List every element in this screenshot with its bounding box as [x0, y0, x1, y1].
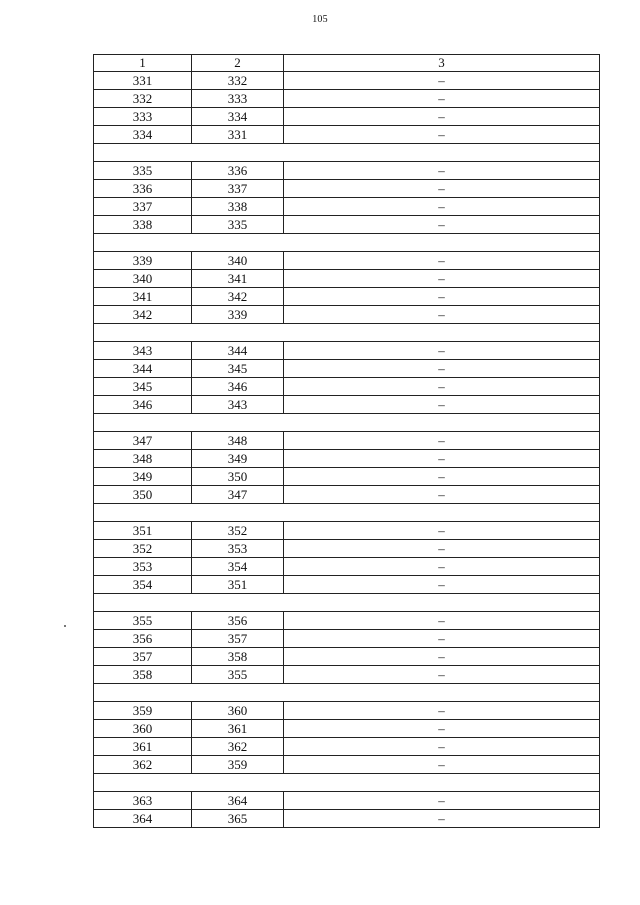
table-cell-col-3: – [284, 576, 600, 594]
table-row [94, 792, 600, 810]
table-cell-col-2: 360 [192, 702, 284, 720]
table-row [94, 126, 600, 144]
table-cell-col-3: – [284, 432, 600, 450]
table-cell-col-1: 333 [94, 108, 192, 126]
table-cell-col-3: – [284, 72, 600, 90]
table-cell-col-3: – [284, 720, 600, 738]
table-cell-col-1: 358 [94, 666, 192, 684]
scan-speck [64, 625, 66, 627]
table-cell-col-2: 359 [192, 756, 284, 774]
table-row [94, 342, 600, 360]
table-cell-col-2: 358 [192, 648, 284, 666]
table-row [94, 630, 600, 648]
group-separator-cell [94, 324, 600, 342]
table-row [94, 198, 600, 216]
table-row [94, 288, 600, 306]
table-header-row [94, 55, 600, 72]
table-cell-col-2: 343 [192, 396, 284, 414]
table-cell-col-2: 357 [192, 630, 284, 648]
table-cell-col-1: 336 [94, 180, 192, 198]
table-cell-col-2: 342 [192, 288, 284, 306]
table-cell-col-2: 353 [192, 540, 284, 558]
table-cell-col-1: 362 [94, 756, 192, 774]
column-header-1: 1 [94, 55, 192, 72]
table-row [94, 738, 600, 756]
table-cell-col-2: 364 [192, 792, 284, 810]
table-row [94, 666, 600, 684]
table-row [94, 270, 600, 288]
table-row [94, 468, 600, 486]
table-row [94, 72, 600, 90]
table-cell-col-3: – [284, 810, 600, 828]
table-cell-col-1: 334 [94, 126, 192, 144]
table-cell-col-2: 340 [192, 252, 284, 270]
table-cell-col-2: 365 [192, 810, 284, 828]
table-cell-col-2: 335 [192, 216, 284, 234]
table-cell-col-2: 333 [192, 90, 284, 108]
table-row [94, 810, 600, 828]
table-row [94, 360, 600, 378]
table-row [94, 612, 600, 630]
column-header-3: 3 [284, 55, 600, 72]
table-cell-col-3: – [284, 126, 600, 144]
table-cell-col-1: 355 [94, 612, 192, 630]
table-cell-col-2: 351 [192, 576, 284, 594]
group-separator-row [94, 774, 600, 792]
table-cell-col-3: – [284, 360, 600, 378]
table-cell-col-3: – [284, 252, 600, 270]
table-row [94, 576, 600, 594]
table-cell-col-2: 350 [192, 468, 284, 486]
group-separator-row [94, 594, 600, 612]
group-separator-cell [94, 684, 600, 702]
table-cell-col-2: 338 [192, 198, 284, 216]
data-table-container [93, 54, 599, 828]
table-cell-col-1: 346 [94, 396, 192, 414]
table-row [94, 252, 600, 270]
table-row [94, 108, 600, 126]
table-cell-col-2: 361 [192, 720, 284, 738]
table-cell-col-3: – [284, 612, 600, 630]
table-cell-col-1: 340 [94, 270, 192, 288]
table-cell-col-2: 349 [192, 450, 284, 468]
table-cell-col-3: – [284, 378, 600, 396]
group-separator-row [94, 144, 600, 162]
table-row [94, 702, 600, 720]
table-cell-col-1: 364 [94, 810, 192, 828]
page-number: 105 [312, 14, 328, 25]
group-separator-cell [94, 414, 600, 432]
table-cell-col-2: 334 [192, 108, 284, 126]
table-cell-col-2: 347 [192, 486, 284, 504]
group-separator-row [94, 324, 600, 342]
table-cell-col-1: 359 [94, 702, 192, 720]
table-row [94, 378, 600, 396]
table-cell-col-2: 352 [192, 522, 284, 540]
table-body [94, 55, 600, 828]
group-separator-cell [94, 234, 600, 252]
table-cell-col-1: 335 [94, 162, 192, 180]
table-row [94, 720, 600, 738]
table-row [94, 306, 600, 324]
table-cell-col-3: – [284, 702, 600, 720]
table-row [94, 432, 600, 450]
table-cell-col-2: 346 [192, 378, 284, 396]
table-row [94, 90, 600, 108]
table-cell-col-3: – [284, 522, 600, 540]
table-cell-col-1: 345 [94, 378, 192, 396]
table-cell-col-3: – [284, 288, 600, 306]
table-cell-col-2: 354 [192, 558, 284, 576]
table-cell-col-3: – [284, 108, 600, 126]
table-cell-col-3: – [284, 486, 600, 504]
table-row [94, 162, 600, 180]
table-cell-col-1: 363 [94, 792, 192, 810]
table-cell-col-1: 331 [94, 72, 192, 90]
table-cell-col-2: 337 [192, 180, 284, 198]
group-separator-cell [94, 504, 600, 522]
table-row [94, 486, 600, 504]
table-cell-col-3: – [284, 90, 600, 108]
table-cell-col-2: 348 [192, 432, 284, 450]
table-cell-col-1: 356 [94, 630, 192, 648]
table-cell-col-1: 350 [94, 486, 192, 504]
table-row [94, 450, 600, 468]
table-cell-col-2: 355 [192, 666, 284, 684]
table-cell-col-2: 331 [192, 126, 284, 144]
table-cell-col-1: 332 [94, 90, 192, 108]
table-cell-col-3: – [284, 306, 600, 324]
table-cell-col-3: – [284, 198, 600, 216]
table-cell-col-3: – [284, 648, 600, 666]
group-separator-row [94, 504, 600, 522]
table-cell-col-2: 344 [192, 342, 284, 360]
table-cell-col-2: 341 [192, 270, 284, 288]
table-cell-col-3: – [284, 180, 600, 198]
table-row [94, 540, 600, 558]
table-cell-col-1: 342 [94, 306, 192, 324]
table-cell-col-3: – [284, 216, 600, 234]
table-cell-col-3: – [284, 792, 600, 810]
data-table [93, 54, 600, 828]
table-cell-col-3: – [284, 270, 600, 288]
table-cell-col-2: 332 [192, 72, 284, 90]
table-cell-col-1: 348 [94, 450, 192, 468]
table-cell-col-1: 341 [94, 288, 192, 306]
table-cell-col-1: 349 [94, 468, 192, 486]
group-separator-cell [94, 594, 600, 612]
group-separator-cell [94, 774, 600, 792]
table-cell-col-3: – [284, 162, 600, 180]
table-cell-col-1: 353 [94, 558, 192, 576]
group-separator-cell [94, 144, 600, 162]
table-cell-col-3: – [284, 540, 600, 558]
table-cell-col-1: 351 [94, 522, 192, 540]
table-row [94, 180, 600, 198]
table-cell-col-1: 361 [94, 738, 192, 756]
table-row [94, 648, 600, 666]
table-row [94, 216, 600, 234]
table-cell-col-3: – [284, 450, 600, 468]
table-cell-col-1: 354 [94, 576, 192, 594]
table-cell-col-2: 362 [192, 738, 284, 756]
table-row [94, 558, 600, 576]
table-row [94, 396, 600, 414]
table-cell-col-3: – [284, 558, 600, 576]
table-cell-col-1: 357 [94, 648, 192, 666]
table-cell-col-1: 352 [94, 540, 192, 558]
table-cell-col-3: – [284, 630, 600, 648]
table-cell-col-2: 356 [192, 612, 284, 630]
table-cell-col-3: – [284, 756, 600, 774]
group-separator-row [94, 414, 600, 432]
table-cell-col-3: – [284, 738, 600, 756]
table-cell-col-1: 343 [94, 342, 192, 360]
table-cell-col-1: 344 [94, 360, 192, 378]
table-cell-col-1: 337 [94, 198, 192, 216]
table-cell-col-2: 339 [192, 306, 284, 324]
table-cell-col-2: 336 [192, 162, 284, 180]
table-cell-col-3: – [284, 342, 600, 360]
group-separator-row [94, 684, 600, 702]
column-header-2: 2 [192, 55, 284, 72]
table-cell-col-1: 339 [94, 252, 192, 270]
table-cell-col-1: 360 [94, 720, 192, 738]
group-separator-row [94, 234, 600, 252]
table-cell-col-3: – [284, 666, 600, 684]
table-cell-col-3: – [284, 468, 600, 486]
table-cell-col-1: 338 [94, 216, 192, 234]
table-row [94, 756, 600, 774]
table-row [94, 522, 600, 540]
table-cell-col-1: 347 [94, 432, 192, 450]
table-cell-col-2: 345 [192, 360, 284, 378]
table-cell-col-3: – [284, 396, 600, 414]
